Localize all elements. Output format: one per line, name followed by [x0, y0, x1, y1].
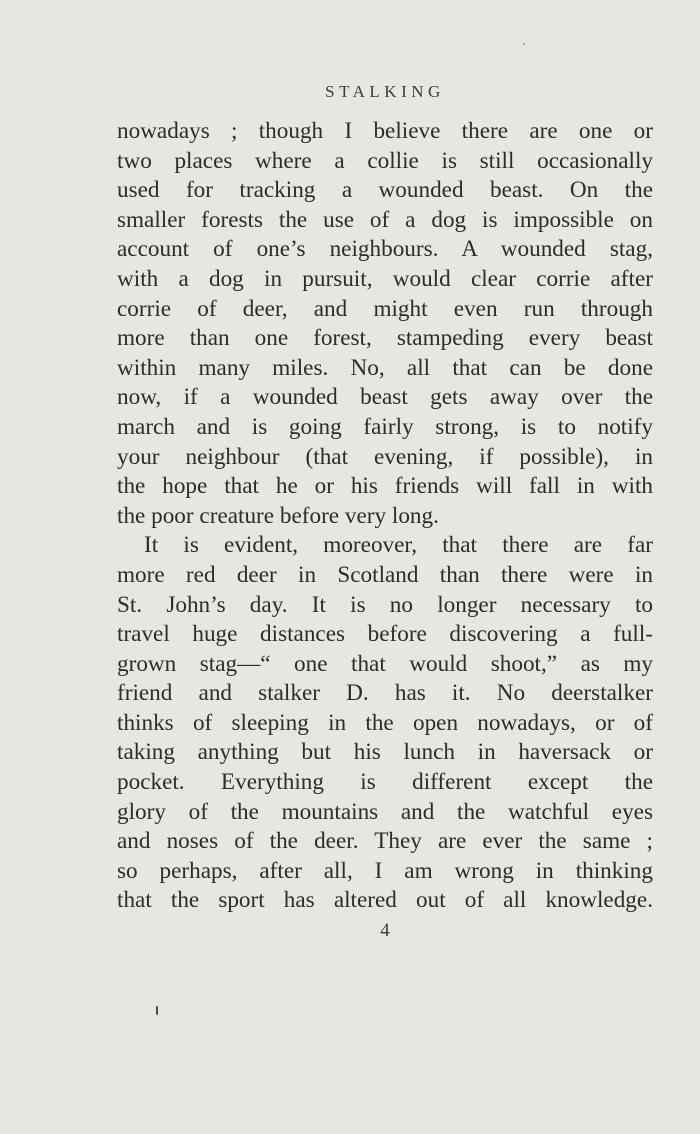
running-head: STALKING — [325, 82, 445, 101]
text-line: your neighbour (that evening, if possible), in — [117, 443, 653, 470]
text-line: nowadays ; though I believe there are one or — [117, 118, 653, 144]
text-line: more red deer in Scotland than there were in — [117, 561, 653, 588]
body-text — [117, 117, 653, 916]
text-line: the hope that he or his friends will fall in with — [117, 473, 653, 500]
text-line: so perhaps, after all, I am wrong in thinking — [117, 857, 653, 884]
text-line: friend and stalker D. has it. No deerstalker — [117, 680, 653, 707]
text-line: pocket. Everything is different except the — [117, 769, 653, 796]
text-line: taking anything but his lunch in haversack or — [117, 739, 653, 766]
page-number: 4 — [380, 920, 390, 941]
text-line: and noses of the deer. They are ever the same ; — [117, 828, 653, 855]
text-line: travel huge distances before discovering a full- — [117, 621, 653, 648]
text-line: smaller forests the use of a dog is impossible on — [117, 206, 653, 233]
print-speck — [523, 43, 525, 45]
text-line: glory of the mountains and the watchful eyes — [117, 798, 653, 825]
paragraph-start-line: It is evident, moreover, that there are far — [144, 532, 653, 559]
text-line: march and is going fairly strong, is to notify — [117, 413, 653, 440]
text-line: that the sport has altered out of all knowledge. — [117, 887, 653, 914]
text-line: with a dog in pursuit, would clear corrie after — [117, 265, 653, 292]
print-speck — [156, 1006, 158, 1015]
paragraph-end-line: the poor creature before very long. — [117, 502, 439, 529]
text-line: thinks of sleeping in the open nowadays, or of — [117, 709, 653, 736]
text-line: St. John’s day. It is no longer necessary to — [117, 591, 653, 618]
text-line: more than one forest, stampeding every beast — [117, 325, 653, 352]
text-line: used for tracking a wounded beast. On the — [117, 177, 653, 204]
text-line: corrie of deer, and might even run through — [117, 295, 653, 322]
text-line: account of one’s neighbours. A wounded stag, — [117, 236, 653, 263]
text-line: grown stag—“ one that would shoot,” as my — [117, 650, 653, 677]
text-line: now, if a wounded beast gets away over the — [117, 384, 653, 411]
text-line: within many miles. No, all that can be done — [117, 354, 653, 381]
text-line: two places where a collie is still occasionally — [117, 147, 653, 174]
